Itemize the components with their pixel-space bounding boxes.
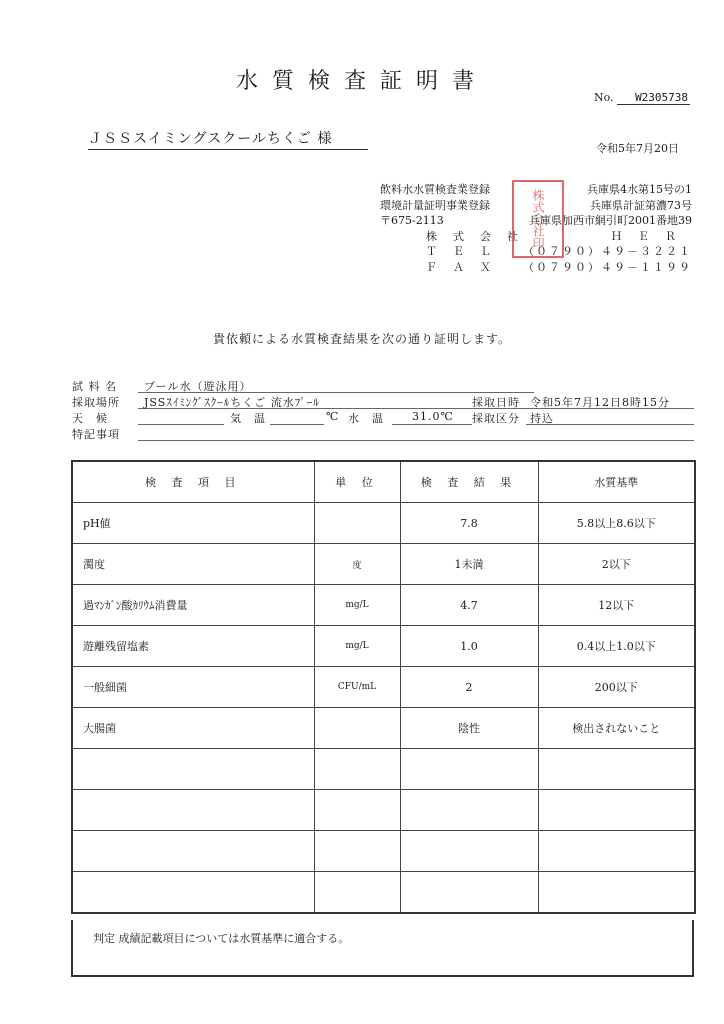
document-number-value: W2305738: [617, 91, 690, 105]
unit-cell: [314, 831, 400, 872]
weather-underline: [138, 410, 224, 425]
issuer-label: 環境計量証明事業登録: [380, 198, 490, 212]
table-row: [72, 708, 695, 749]
table-row: [72, 585, 695, 626]
table-row: [72, 749, 695, 790]
category-label: 採取区分: [472, 412, 520, 425]
results-table: [71, 460, 696, 914]
header-item: 検 査 項 目: [72, 461, 314, 503]
tel-value: （０７９０）４９－３２２１: [523, 245, 692, 258]
issuer-value: 兵庫県計証第濃73号: [590, 198, 692, 212]
result-cell: [400, 872, 538, 914]
item-cell: [72, 749, 314, 790]
sample-name-label: 試 料 名: [72, 380, 117, 393]
table-row: [72, 790, 695, 831]
air-temp-unit: ℃: [326, 410, 340, 423]
standard-cell: 2以下: [538, 544, 695, 585]
unit-cell: [314, 503, 400, 544]
item-cell: pH値: [72, 503, 314, 544]
company-seal-stamp: [512, 180, 564, 258]
result-cell: 1.0: [400, 626, 538, 667]
issuer-label: 〒675-2113: [380, 214, 444, 227]
item-cell: 一般細菌: [72, 667, 314, 708]
sample-info: [72, 378, 694, 448]
item-cell: 大腸菌: [72, 708, 314, 749]
result-cell: 陰性: [400, 708, 538, 749]
table-row: [72, 503, 695, 544]
judgment-text: 判定 成績記載項目については水質基準に適合する。: [93, 932, 350, 945]
water-temp-label: 水 温: [348, 412, 384, 425]
datetime-value: 令和5年7月12日8時15分: [530, 396, 670, 409]
issuer-value: 兵庫県加西市網引町2001番地39: [529, 214, 692, 227]
item-cell: 過ﾏﾝｶﾞﾝ酸ｶﾘｳﾑ消費量: [72, 585, 314, 626]
unit-cell: 度: [314, 544, 400, 585]
weather-label: 天 候: [72, 412, 108, 425]
table-row: [72, 667, 695, 708]
standard-cell: [538, 749, 695, 790]
table-row: [72, 626, 695, 667]
category-value: 持込: [530, 412, 554, 425]
unit-cell: mg/L: [314, 626, 400, 667]
item-cell: [72, 872, 314, 914]
item-cell: [72, 831, 314, 872]
judgment-box: [71, 920, 694, 977]
company-name: ＨＥＲ: [611, 229, 692, 243]
item-cell: 遊離残留塩素: [72, 626, 314, 667]
unit-cell: [314, 790, 400, 831]
standard-cell: 5.8以上8.6以下: [538, 503, 695, 544]
result-cell: 2: [400, 667, 538, 708]
notes-underline: [138, 426, 694, 441]
air-temp-label: 気 温: [230, 412, 266, 425]
item-cell: [72, 790, 314, 831]
seal-text: 株式会社印: [531, 189, 545, 249]
standard-cell: 12以下: [538, 585, 695, 626]
document-number-label: No.: [594, 91, 614, 104]
location-label: 採取場所: [72, 396, 120, 409]
location-value: JSSｽｲﾐﾝｸﾞｽｸｰﾙちくご 流水ﾌﾟｰﾙ: [144, 396, 320, 409]
recipient-name: ＪＳＳスイミングスクールちくご 様: [88, 128, 368, 150]
certification-statement: 貴依頼による水質検査結果を次の通り証明します。: [212, 332, 512, 346]
fax-value: （０７９０）４９－１１９９: [523, 260, 692, 274]
water-temp-value: 31.0℃: [412, 410, 454, 423]
header-standard: 水質基準: [538, 461, 695, 503]
standard-cell: [538, 872, 695, 914]
document-number: [594, 91, 690, 105]
result-cell: [400, 749, 538, 790]
notes-label: 特記事項: [72, 428, 120, 441]
result-cell: 1未満: [400, 544, 538, 585]
air-temp-underline: [270, 410, 324, 425]
standard-cell: [538, 790, 695, 831]
standard-cell: 200以下: [538, 667, 695, 708]
issuer-label: 飲料水水質検査業登録: [380, 183, 490, 196]
standard-cell: [538, 831, 695, 872]
table-row: [72, 544, 695, 585]
document-title: 水質検査証明書: [235, 69, 488, 94]
issuer-value: 兵庫県4水第15号の1: [587, 183, 692, 196]
datetime-label: 採取日時: [472, 396, 520, 409]
header-unit: 単 位: [314, 461, 400, 503]
table-header-row: [72, 461, 695, 503]
unit-cell: [314, 708, 400, 749]
result-cell: 4.7: [400, 585, 538, 626]
unit-cell: CFU/mL: [314, 667, 400, 708]
issuer-row: [380, 260, 692, 276]
result-cell: 7.8: [400, 503, 538, 544]
unit-cell: [314, 749, 400, 790]
unit-cell: [314, 872, 400, 914]
unit-cell: mg/L: [314, 585, 400, 626]
standard-cell: 0.4以上1.0以下: [538, 626, 695, 667]
sample-name-value: プール水（遊泳用）: [144, 380, 252, 393]
fax-label: ＦＡＸ: [426, 260, 507, 274]
standard-cell: 検出されないこと: [538, 708, 695, 749]
table-row: [72, 872, 695, 914]
table-row: [72, 831, 695, 872]
header-result: 検 査 結 果: [400, 461, 538, 503]
item-cell: 濁度: [72, 544, 314, 585]
company-type: 株式会社: [426, 229, 534, 243]
tel-label: ＴＥＬ: [426, 245, 507, 258]
result-cell: [400, 790, 538, 831]
issue-date: 令和5年7月20日: [596, 142, 679, 155]
result-cell: [400, 831, 538, 872]
